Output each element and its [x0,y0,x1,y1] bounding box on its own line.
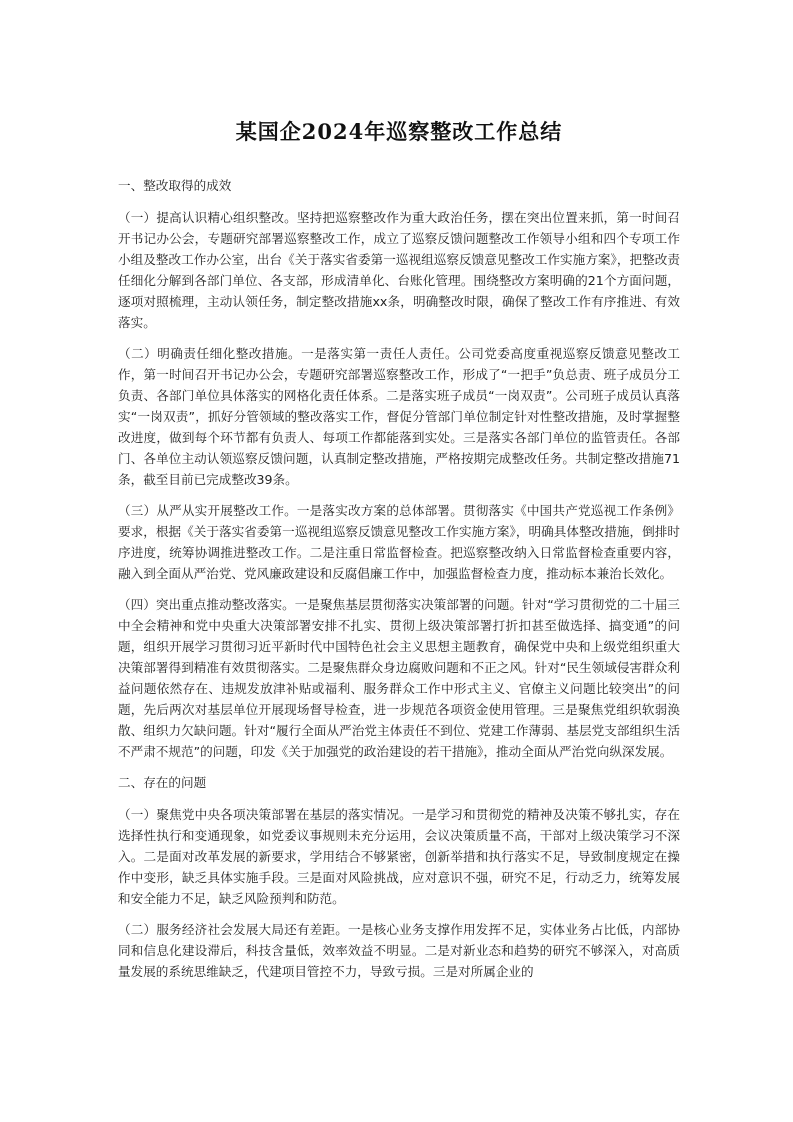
paragraph-1-2: （二）明确责任细化整改措施。一是落实第一责任人责任。公司党委高度重视巡察反馈意见整改工作，第一时间召开书记办公会，专题研究部署巡察整改工作，形成了“一把手”负总责、班子成员分工负责、各部门单位具体落实的网格化责任体系。二是落实班子成员“一岗双责”。公司班子成员认真落实“一岗双责”，抓好分管领域的整改落实工作，督促分管部门单位制定针对性整改措施，及时掌握整改进度，做到每个环节都有负责人、每项工作都能落到实处。三是落实各部门单位的监管责任。各部门、各单位主动认领巡察反馈问题，认真制定整改措施，严格按期完成整改任务。共制定整改措施71条，截至目前已完成整改39条。 [118,346,680,487]
document-title: 某国企2024年巡察整改工作总结 [235,119,563,144]
section-heading-achievements: 一、整改取得的成效 [118,178,232,193]
paragraph-2-2: （二）服务经济社会发展大局还有差距。一是核心业务支撑作用发挥不足，实体业务占比低，内部协同和信息化建设滞后，科技含量低，效率效益不明显。二是对新业态和趋势的研究不够深入，对高质量发展的系统思维缺乏，代建项目管控不力，导致亏损。三是对所属企业的 [118,922,680,979]
paragraph-1-4: （四）突出重点推动整改落实。一是聚焦基层贯彻落实决策部署的问题。针对“学习贯彻党的二十届三中全会精神和党中央重大决策部署安排不扎实、贯彻上级决策部署打折扣甚至做选择、搞变通”的问题，组织开展学习贯彻习近平新时代中国特色社会主义思想主题教育，确保党中央和上级党组织重大决策部署得到精准有效贯彻落实。二是聚焦群众身边腐败问题和不正之风。针对“民生领域侵害群众利益问题依然存在、违规发放津补贴或福利、服务群众工作中形式主义、官僚主义问题比较突出”的问题，先后两次对基层单位开展现场督导检查，进一步规范各项资金使用管理。三是聚焦党组织软弱涣散、组织力欠缺问题。针对“履行全面从严治党主体责任不到位、党建工作薄弱、基层党支部组织生活不严肃不规范”的问题，印发《关于加强党的政治建设的若干措施》，推动全面从严治党向纵深发展。 [118,597,680,759]
section-heading-problems: 二、存在的问题 [118,775,207,790]
paragraph-2-1: （一）聚焦党中央各项决策部署在基层的落实情况。一是学习和贯彻党的精神及决策不够扎实，存在选择性执行和变通现象，如党委议事规则未充分运用，会议决策质量不高，干部对上级决策学习不深入。二是面对改革发展的新要求，学用结合不够紧密，创新举措和执行落实不足，导致制度规定在操作中变形，缺乏具体实施手段。三是面对风险挑战，应对意识不强，研究不足，行动乏力，统筹发展和安全能力不足，缺乏风险预判和防范。 [118,807,680,906]
paragraph-1-1: （一）提高认识精心组织整改。坚持把巡察整改作为重大政治任务，摆在突出位置来抓，第一时间召开书记办公会，专题研究部署巡察整改工作，成立了巡察反馈问题整改工作领导小组和四个专项工作小组及整改工作办公室，出台《关于落实省委第一巡视组巡察反馈意见整改工作实施方案》，把整改责任细化分解到各部门单位、各支部，形成清单化、台账化管理。围绕整改方案明确的21个方面问题，逐项对照梳理，主动认领任务，制定整改措施xx条，明确整改时限，确保了整改工作有序推进、有效落实。 [118,210,680,330]
paragraph-1-3: （三）从严从实开展整改工作。一是落实改方案的总体部署。贯彻落实《中国共产党巡视工作条例》要求，根据《关于落实省委第一巡视组巡察反馈意见整改工作实施方案》，明确具体整改措施，倒排时序进度，统筹协调推进整改工作。二是注重日常监督检查。把巡察整改纳入日常监督检查重要内容，融入到全面从严治党、党风廉政建设和反腐倡廉工作中，加强监督检查力度，推动标本兼治长效化。 [118,503,680,581]
